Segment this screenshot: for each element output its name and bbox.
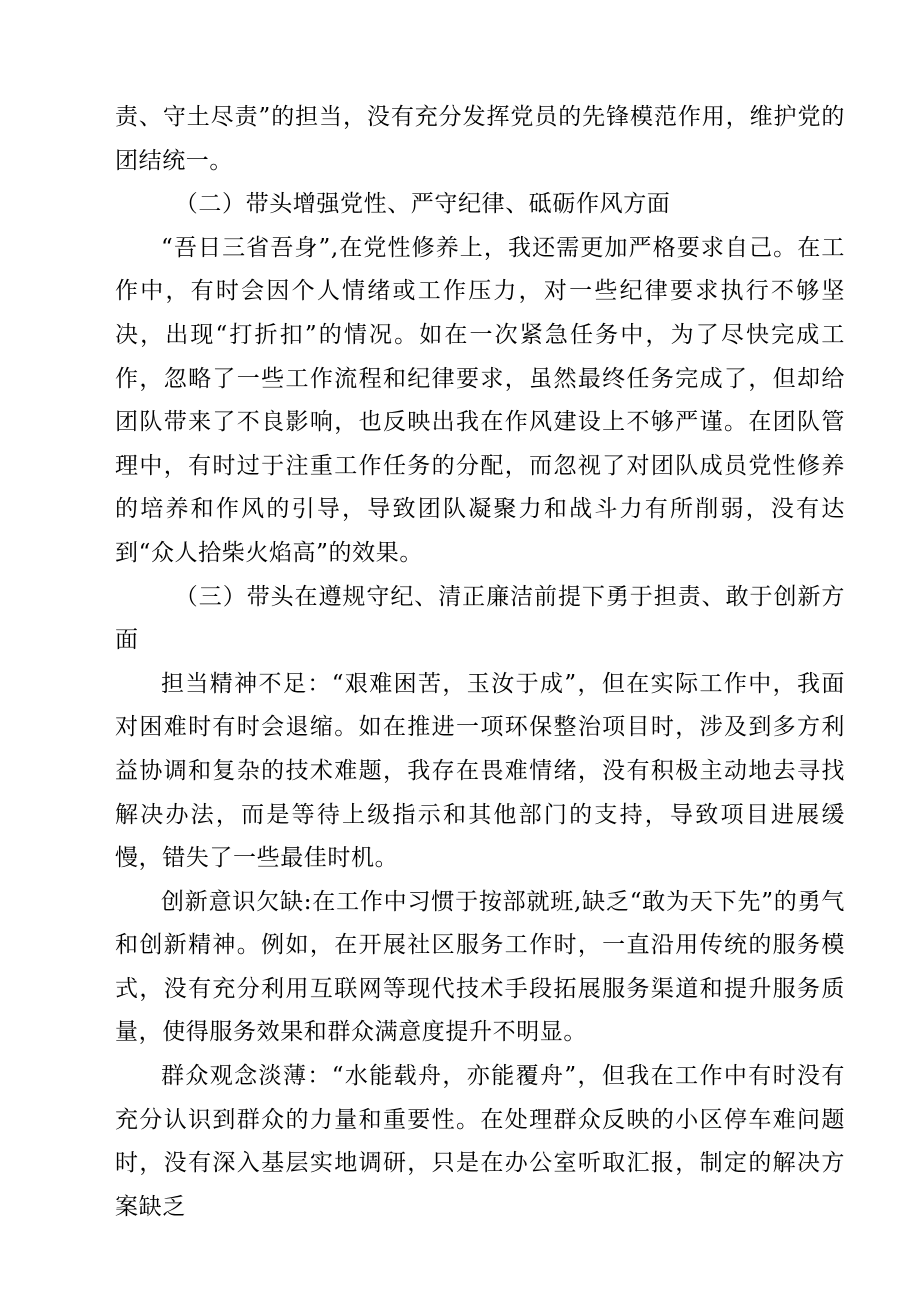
document-body [115,96,845,1229]
paragraph-innovation: 创新意识欠缺:在工作中习惯于按部就班,缺乏“敢为天下先”的勇气和创新精神。例如，在开展社区服务工作时，一直沿用传统的服务模式，没有充分利用互联网等现代技术手段拓展服务渠道和提升服务质量，使得服务效果和群众满意度提升不明显。 [115,888,845,1046]
paragraph-continuation: 责、守土尽责”的担当，没有充分发挥党员的先锋模范作用，维护党的团结统一。 [115,104,845,174]
section-heading-three: （三）带头在遵规守纪、清正廉洁前提下勇于担责、敢于创新方面 [115,583,845,654]
paragraph-responsibility: 担当精神不足：“艰难困苦，玉汝于成”，但在实际工作中，我面对困难时有时会退缩。如在推进一项环保整治项目时，涉及到多方利益协调和复杂的技术难题，我存在畏难情绪，没有积极主动地去寻找解决办法，而是等待上级指示和其他部门的支持，导致项目进展缓慢，错失了一些最佳时机。 [115,670,845,872]
paragraph-party-discipline: “吾日三省吾身”,在党性修养上，我还需更加严格要求自己。在工作中，有时会因个人情绪或工作压力，对一些纪律要求执行不够坚决，出现“打折扣”的情况。如在一次紧急任务中，为了尽快完成工作，忽略了一些工作流程和纪律要求，虽然最终任务完成了，但却给团队带来了不良影响，也反映出我在作风建设上不够严谨。在团队管理中，有时过于注重工作任务的分配，而忽视了对团队成员党性修养的培养和作风的引导，导致团队凝聚力和战斗力有所削弱，没有达到“众人拾柴火焰高”的效果。 [115,234,845,566]
section-heading-two: （二）带头增强党性、严守纪律、砥砺作风方面 [174,191,671,218]
paragraph-mass-line: 群众观念淡薄：“水能载舟，亦能覆舟”，但我在工作中有时没有充分认识到群众的力量和重要性。在处理群众反映的小区停车难问题时，没有深入基层实地调研，只是在办公室听取汇报，制定的解决方案缺乏 [115,1063,845,1220]
